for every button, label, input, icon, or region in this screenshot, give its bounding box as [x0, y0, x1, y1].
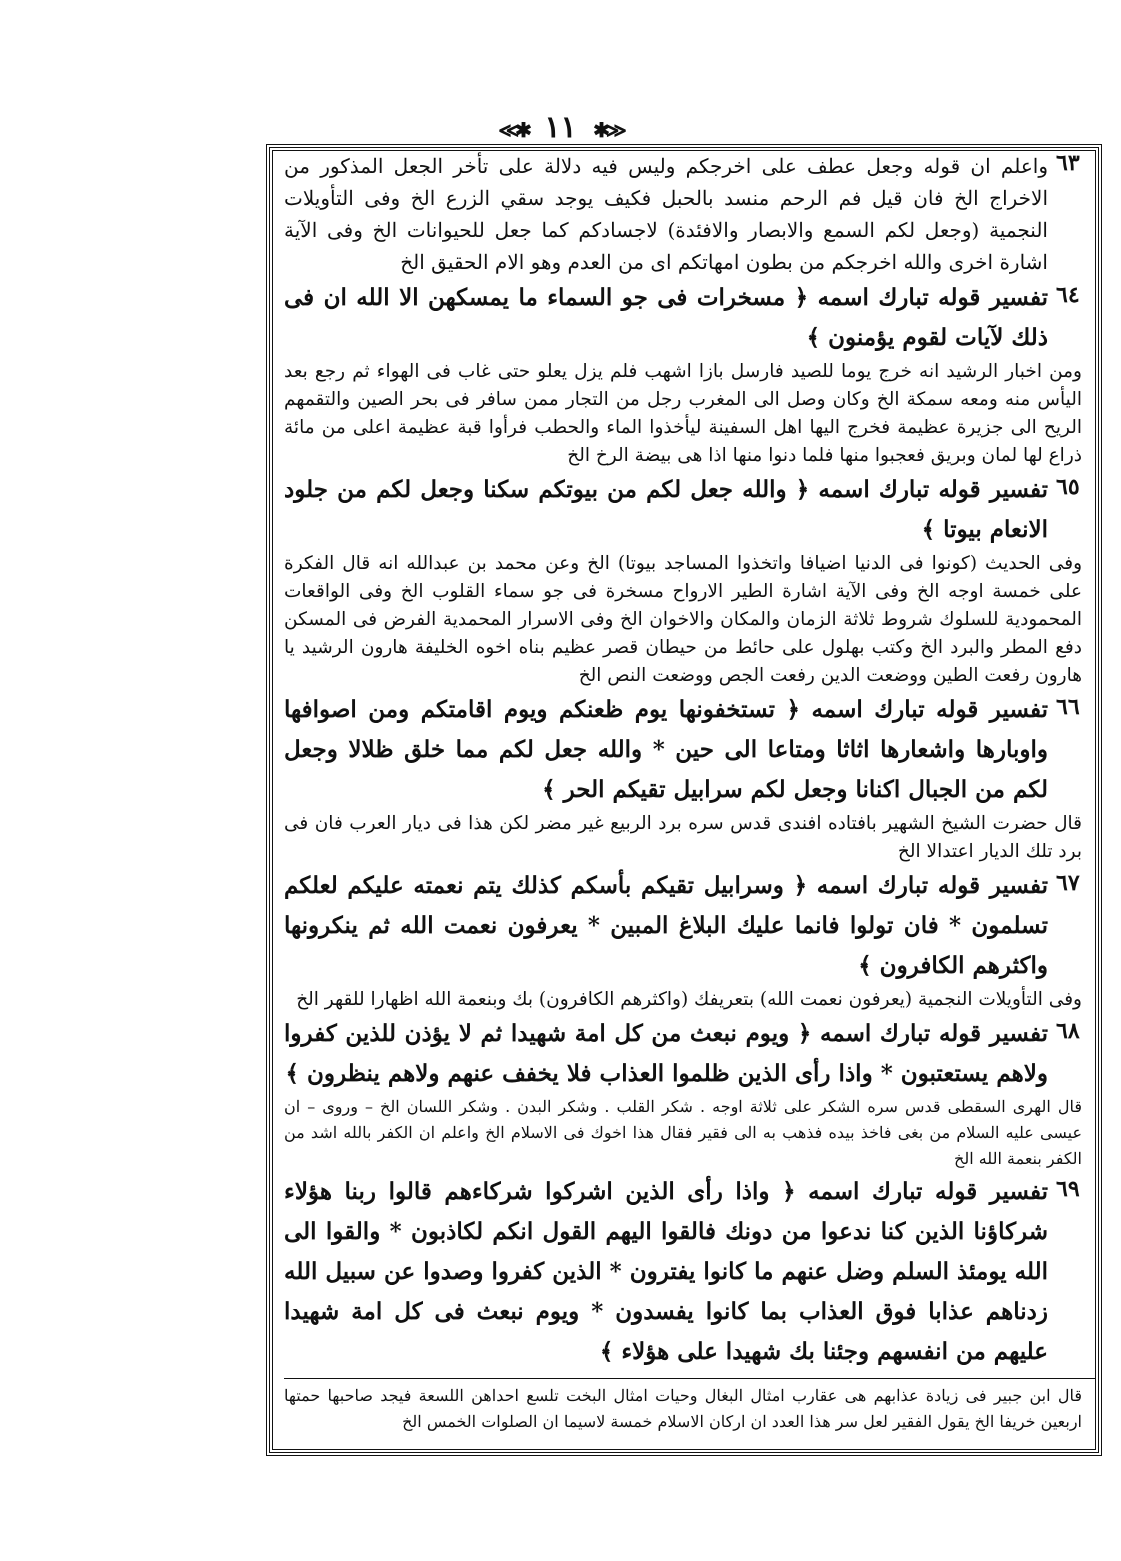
verse-text: تفسير قوله تبارك اسمه ﴿ تستخفونها يوم ظعنكم ويوم اقامتكم ومن اصوافها واوبارها واشعارها اثاثا ومتاعا الى حين * والله جعل لكم مما خلق ظلالا وجعل لكم من الجبال اكنانا وجعل لكم سرابيل تقيكم الحر ﴾: [284, 696, 1048, 803]
page-content: [284, 150, 1096, 1450]
section-65: [284, 470, 1096, 550]
section-68: [284, 1014, 1096, 1094]
page-number: [0, 110, 1121, 148]
divider-line: [284, 1378, 1096, 1379]
section-number: ٦٦: [1056, 694, 1080, 720]
commentary-text: وفى التأويلات النجمية (يعرفون نعمت الله) بتعريفك (واكثرهم الكافرون) بك وبنعمة الله اظهارا للقهر الخ: [296, 989, 1082, 1010]
ornament-left-icon: ≪✱: [498, 118, 528, 142]
section-number: ٦٧: [1056, 870, 1080, 896]
verse-text: تفسير قوله تبارك اسمه ﴿ وسرابيل تقيكم بأسكم كذلك يتم نعمته عليكم لعلكم تسلمون * فان تولوا فانما عليك البلاغ المبين * يعرفون نعمت الله ثم ينكرونها واكثرهم الكافرون ﴾: [284, 872, 1048, 979]
section-text: واعلم ان قوله وجعل عطف على اخرجكم وليس فيه دلالة على تأخر الجعل المذكور من الاخراج الخ فان قيل فم الرحم منسد بالحبل فكيف يوجد سقي الزرع الخ وفى التأويلات النجمية (وجعل لكم السمع والابصار والافئدة) لاجسادكم كما جعل للحيوانات الخ وفى الآية اشارة اخرى والله اخرجكم من بطون امهاتكم اى من العدم وهو الام الحقيق الخ: [284, 154, 1048, 274]
commentary-text: وفى الحديث (كونوا فى الدنيا اضيافا واتخذوا المساجد بيوتا) الخ وعن محمد بن عبدالله انه قال الفكرة على خمسة اوجه الخ وفى الآية اشارة الطير الارواح مسخرة فى جو سماء القلوب الخ وفى الواقعات المحمودية للسلوك شروط ثلاثة الزمان والمكان والاخوان الخ وفى الاسرار المحمدية الفرض فى المسكن دفع المطر والبرد الخ وكتب بهلول على حائط من حيطان قصر عظيم بناه اخوه الخليفة هارون الرشيد يا هارون رفعت الطين ووضعت الدين رفعت الجص ووضعت النص الخ: [284, 553, 1082, 686]
commentary-text: ومن اخبار الرشيد انه خرج يوما للصيد فارسل بازا اشهب فلم يزل يعلو حتى غاب فى الهواء ثم رجع بعد اليأس منه ومعه سمكة الخ وكان وصل الى المغرب رجل من التجار ممن سافر فى بحر الصين والتقمهم الريح الى جزيرة عظيمة فخرج اليها اهل السفينة ليأخذوا الماء والحطب فرأوا قبة عظيمة اعلى من مائة ذراع لها لمان وبريق فعجبوا منها فلما دنوا منها اذا هى بيضة الرخ الخ: [284, 361, 1082, 466]
commentary-text: قال الهرى السقطى قدس سره الشكر على ثلاثة اوجه . شكر القلب . وشكر البدن . وشكر اللسان الخ – وروى – ان عيسى عليه السلام من بغى فاخذ بيده فذهب به الى فقير فقال هذا اخوك فى الاسلام الخ واعلم ان الكفر بالله اشد من الكفر بنعمة الله الخ: [284, 1097, 1082, 1168]
section-number: ٦٤: [1056, 282, 1080, 308]
page-number-text: ١١: [544, 110, 577, 145]
verse-text: تفسير قوله تبارك اسمه ﴿ واذا رأى الذين اشركوا شركاءهم قالوا ربنا هؤلاء شركاؤنا الذين كنا ندعوا من دونك فالقوا اليهم القول انكم لكاذبون * والقوا الى الله يومئذ السلم وضل عنهم ما كانوا يفترون * الذين كفروا وصدوا عن سبيل الله زدناهم عذابا فوق العذاب بما كانوا يفسدون * ويوم نبعث فى كل امة شهيدا عليهم من انفسهم وجئنا بك شهيدا على هؤلاء ﴾: [284, 1178, 1048, 1365]
commentary-text: قال حضرت الشيخ الشهير بافتاده افندى قدس سره برد الربيع غير مضر لكن هذا فى ديار العرب فان فى برد تلك الديار اعتدالا الخ: [284, 813, 1082, 862]
section-66: [284, 690, 1096, 810]
section-69: [284, 1172, 1096, 1372]
section-63: [284, 150, 1096, 278]
verse-text: تفسير قوله تبارك اسمه ﴿ مسخرات فى جو السماء ما يمسكهن الا الله ان فى ذلك لآيات لقوم يؤمنون ﴾: [284, 284, 1048, 351]
section-64: [284, 278, 1096, 358]
verse-text: تفسير قوله تبارك اسمه ﴿ ويوم نبعث من كل امة شهيدا ثم لا يؤذن للذين كفروا ولاهم يستعتبون * واذا رأى الذين ظلموا العذاب فلا يخفف عنهم ولاهم ينظرون ﴾: [284, 1020, 1048, 1087]
verse-text: تفسير قوله تبارك اسمه ﴿ والله جعل لكم من بيوتكم سكنا وجعل لكم من جلود الانعام بيوتا ﴾: [284, 476, 1048, 543]
commentary-text: قال ابن جبير فى زيادة عذابهم هى عقارب امثال البغال وحيات امثال البخت تلسع احداهن اللسعة فيجد صاحبها حمتها اربعين خريفا الخ يقول الفقير لعل سر هذا العدد ان اركان الاسلام خمسة لاسيما ان الصلوات الخمس الخ: [284, 1386, 1083, 1431]
section-67: [284, 866, 1096, 986]
section-number: ٦٩: [1056, 1176, 1080, 1202]
ornament-right-icon: ✱≫: [593, 118, 623, 142]
section-number: ٦٣: [1056, 150, 1080, 176]
section-number: ٦٨: [1056, 1018, 1080, 1044]
section-number: ٦٥: [1056, 474, 1080, 500]
